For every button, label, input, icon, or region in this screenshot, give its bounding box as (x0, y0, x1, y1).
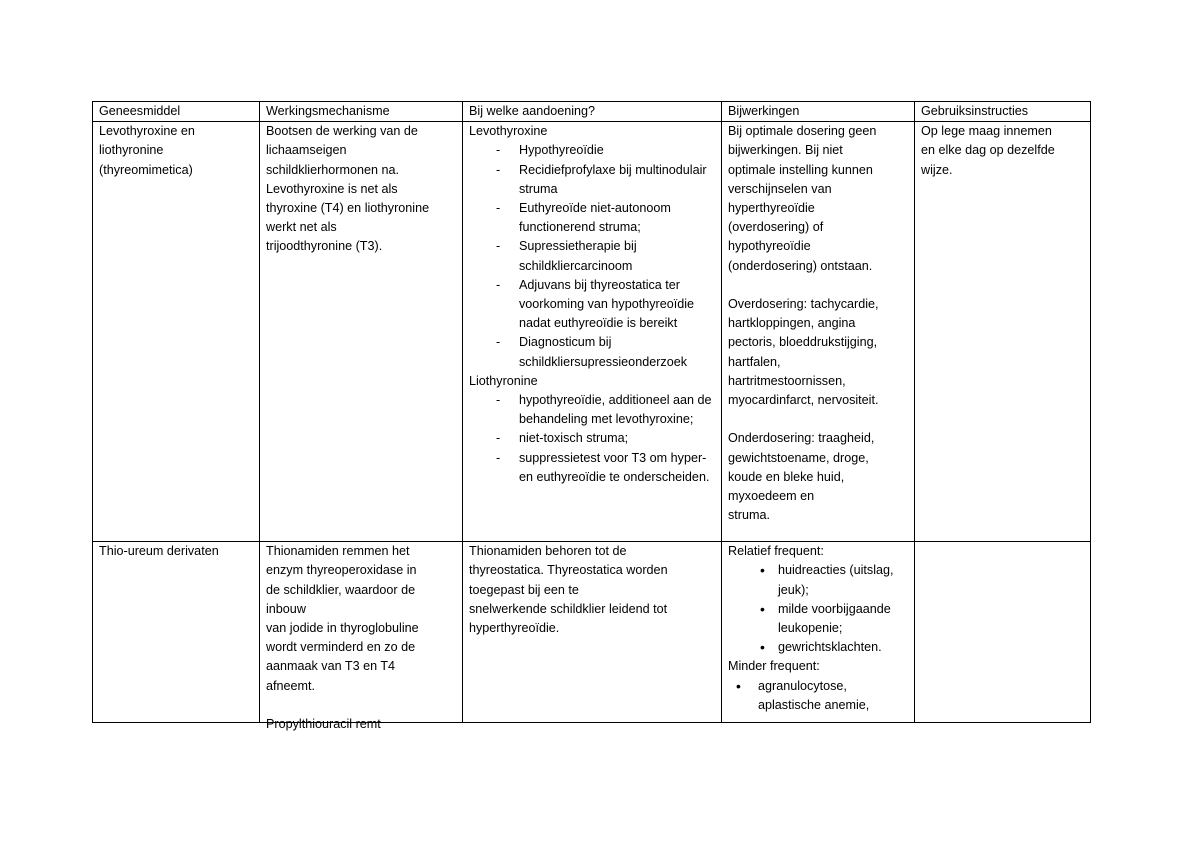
list-item: • agranulocytose, aplastische anemie, (728, 677, 908, 715)
side-effects-paragraph: Bij optimale dosering geen bijwerkingen. Bij niet optimale instelling kunnen verschijnselen van hyperthyreoïdie (overdosering) of hypothyreoïdie (onderdosering) ontstaan. (728, 124, 877, 273)
list-item: - hypothyreoïdie, additioneel aan de behandeling met levothyroxine; (469, 391, 715, 429)
mechanism-cell (260, 542, 463, 732)
table-row (93, 542, 1091, 723)
mechanism-paragraph: Thionamiden remmen het enzym thyreoperoxidase in de schildklier, waardoor de inbouw van jodide in thyroglobuline wordt verminderd en zo de aanmaak van T3 en T4 afneemt. (266, 544, 419, 693)
instructions-cell: Op lege maag innemen en elke dag op dezelfde wijze. (915, 122, 1091, 542)
drug-cell: Levothyroxine en liothyronine (thyreomimetica) (93, 122, 260, 542)
side-effects-cell (722, 542, 915, 723)
less-frequent-side-effects-list (728, 677, 908, 715)
levothyroxine-label: Levothyroxine (469, 124, 548, 139)
instructions-cell (915, 542, 1091, 723)
underdose-paragraph: Onderdosering: traagheid, gewichtstoename, droge, koude en bleke huid, myxoedeem en struma. (728, 431, 875, 523)
list-item: - niet-toxisch struma; (469, 429, 715, 448)
list-item: • huidreacties (uitslag, jeuk); (728, 561, 908, 599)
header-bijwerkingen: Bijwerkingen (722, 102, 915, 122)
list-item: - Recidiefprofylaxe bij multinodulair struma (469, 161, 715, 199)
list-item: - Hypothyreoïdie (469, 141, 715, 160)
list-item: - Adjuvans bij thyreostatica ter voorkoming van hypothyreoïdie nadat euthyreoïdie is bereikt (469, 276, 715, 334)
list-item: - Euthyreoïde niet-autonoom functionerend struma; (469, 199, 715, 237)
frequent-label: Relatief frequent: (728, 544, 824, 559)
indication-cell (463, 122, 722, 542)
mechanism-cell: Bootsen de werking van de lichaamseigen schildklierhormonen na. Levothyroxine is net als thyroxine (T4) en liothyronine werkt net als trijoodthyronine (T3). (260, 122, 463, 542)
table-row (93, 122, 1091, 542)
header-aandoening: Bij welke aandoening? (463, 102, 722, 122)
drug-cell: Thio-ureum derivaten (93, 542, 260, 723)
indication-cell: Thionamiden behoren tot de thyreostatica. Thyreostatica worden toegepast bij een te snelwerkende schildklier leidend tot hyperthyreoïdie. (463, 542, 722, 723)
table-header-row (93, 102, 1091, 122)
header-gebruiksinstructies: Gebruiksinstructies (915, 102, 1091, 122)
liothyronine-label: Liothyronine (469, 373, 538, 388)
list-item: - Diagnosticum bij schildkliersupressieonderzoek (469, 333, 715, 371)
liothyronine-indication-list (469, 391, 715, 487)
mechanism-paragraph: Propylthiouracil remt (266, 717, 381, 732)
less-frequent-label: Minder frequent: (728, 659, 820, 674)
drug-table (92, 101, 1091, 732)
header-werkingsmechanisme: Werkingsmechanisme (260, 102, 463, 122)
overdose-paragraph: Overdosering: tachycardie, hartkloppingen, angina pectoris, bloeddrukstijging, hartfalen, hartritmestoornissen, myocardinfarct, nervositeit. (728, 297, 879, 408)
side-effects-cell (722, 122, 915, 542)
header-geneesmiddel: Geneesmiddel (93, 102, 260, 122)
list-item: • gewrichtsklachten. (728, 638, 908, 657)
frequent-side-effects-list (728, 561, 908, 657)
list-item: • milde voorbijgaande leukopenie; (728, 600, 908, 638)
levothyroxine-indication-list (469, 141, 715, 371)
list-item: - Supressietherapie bij schildkliercarcinoom (469, 237, 715, 275)
list-item: - suppressietest voor T3 om hyper- en euthyreoïdie te onderscheiden. (469, 449, 715, 487)
